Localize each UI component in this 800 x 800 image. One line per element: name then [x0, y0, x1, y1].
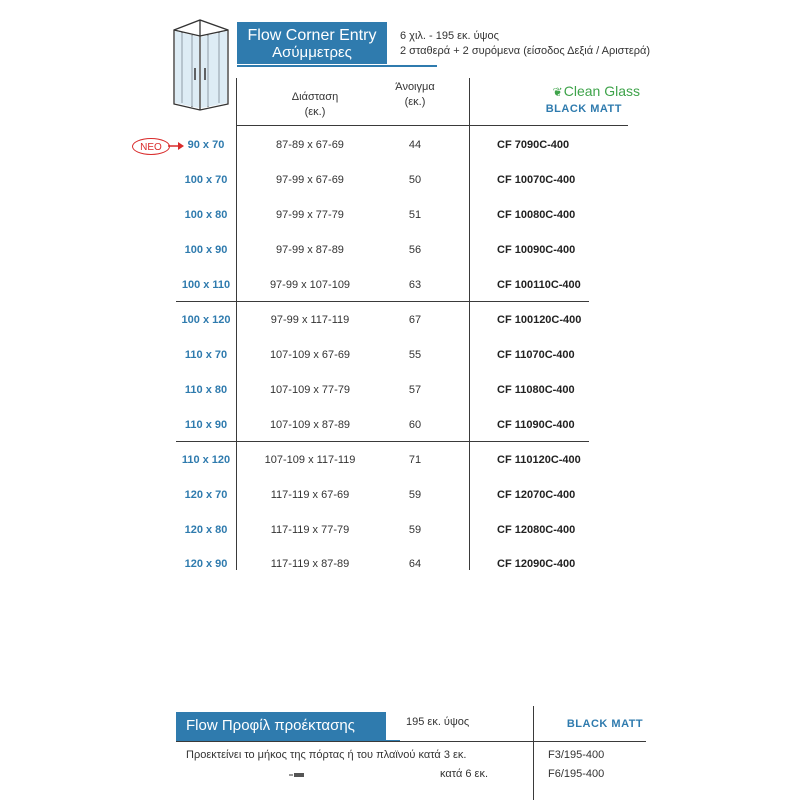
table-row: [0, 485, 800, 505]
row-dimension: 97-99 x 107-109: [269, 279, 351, 291]
finish-label: BLACK MATT: [545, 103, 622, 115]
profile-bar-icon: [289, 772, 305, 778]
profile-code-f3: F3/195-400: [548, 749, 605, 761]
column-header-dimension-label: Διάσταση: [291, 91, 339, 103]
row-code: CF 10080C-400: [497, 209, 576, 221]
table-row: [0, 415, 800, 435]
table-row: [0, 135, 800, 155]
row-dimension: 97-99 x 117-119: [270, 314, 350, 326]
new-badge: ΝΕΟ: [132, 138, 170, 155]
clean-glass-text: Clean Glass: [563, 83, 640, 99]
table-row: [0, 170, 800, 190]
row-code: CF 12090C-400: [497, 558, 576, 570]
row-dimension: 97-99 x 77-79: [276, 209, 344, 221]
row-opening: 50: [408, 174, 422, 186]
profile-title: Flow Προφίλ προέκτασης: [176, 712, 386, 740]
table-row: [0, 554, 800, 574]
column-header-opening: [380, 80, 450, 110]
row-size: 100 x 90: [184, 244, 228, 256]
profile-description-3cm: Προεκτείνει το μήκος της πόρτας ή του πλαϊνού κατά 3 εκ.: [186, 749, 467, 761]
table-header-rule: [236, 125, 628, 126]
row-code: CF 11070C-400: [497, 349, 575, 361]
row-code: CF 11090C-400: [497, 419, 575, 431]
spec-line-thickness-height: 6 χιλ. - 195 εκ. ύψος: [400, 30, 499, 42]
row-opening: 59: [408, 524, 422, 536]
row-opening: 59: [408, 489, 422, 501]
table-row: [0, 240, 800, 260]
row-size: 100 x 120: [181, 314, 231, 326]
row-size: 90 x 70: [187, 139, 225, 151]
row-opening: 55: [408, 349, 422, 361]
table-row: [0, 310, 800, 330]
row-dimension: 97-99 x 67-69: [276, 174, 344, 186]
row-size: 120 x 70: [184, 489, 228, 501]
table-row: [0, 275, 800, 295]
row-code: CF 7090C-400: [497, 139, 570, 151]
table-row: [0, 345, 800, 365]
row-size: 100 x 70: [184, 174, 228, 186]
row-code: CF 100120C-400: [497, 314, 582, 326]
row-dimension: 117-119 x 77-79: [270, 524, 350, 536]
row-opening: 56: [408, 244, 422, 256]
row-code: CF 11080C-400: [497, 384, 575, 396]
row-size: 110 x 90: [184, 419, 228, 431]
row-dimension: 117-119 x 67-69: [270, 489, 350, 501]
title-underline: [237, 65, 437, 67]
row-size: 110 x 70: [184, 349, 228, 361]
row-dimension: 97-99 x 87-89: [276, 244, 344, 256]
profile-rule: [176, 741, 646, 742]
table-group-rule-1: [176, 301, 589, 302]
row-opening: 64: [408, 558, 422, 570]
row-opening: 44: [408, 139, 422, 151]
clean-glass-logo: [540, 83, 640, 100]
profile-code-f6: F6/195-400: [548, 768, 605, 780]
row-size: 120 x 90: [184, 558, 228, 570]
row-size: 100 x 110: [181, 279, 231, 291]
row-dimension: 107-109 x 77-79: [269, 384, 351, 396]
row-opening: 51: [408, 209, 422, 221]
profile-description-6cm: κατά 6 εκ.: [440, 768, 488, 780]
row-size: 100 x 80: [184, 209, 228, 221]
table-group-rule-2: [176, 441, 589, 442]
row-dimension: 87-89 x 67-69: [276, 139, 344, 151]
row-opening: 71: [408, 454, 422, 466]
column-header-dimension-unit: (εκ.): [304, 106, 326, 118]
column-header-opening-label: Άνοιγμα: [395, 81, 435, 93]
row-code: CF 10090C-400: [497, 244, 576, 256]
table-row: [0, 380, 800, 400]
row-opening: 60: [408, 419, 422, 431]
profile-divider: [533, 706, 534, 800]
row-opening: 67: [408, 314, 422, 326]
table-row: [0, 205, 800, 225]
table-row: [0, 450, 800, 470]
corner-shower-cabin-icon: [170, 18, 232, 112]
row-code: CF 100110C-400: [497, 279, 581, 291]
row-dimension: 107-109 x 87-89: [269, 419, 351, 431]
product-title-line2: Ασύμμετρες: [272, 44, 352, 61]
column-header-opening-unit: (εκ.): [404, 96, 426, 108]
row-dimension: 107-109 x 117-119: [264, 454, 356, 466]
profile-height: 195 εκ. ύψος: [406, 716, 470, 728]
row-size: 110 x 80: [184, 384, 228, 396]
spec-line-configuration: 2 σταθερά + 2 συρόμενα (είσοδος Δεξιά / Αριστερά): [400, 45, 651, 57]
leaf-icon: ❦: [552, 85, 563, 99]
row-dimension: 107-109 x 67-69: [269, 349, 351, 361]
row-dimension: 117-119 x 87-89: [270, 558, 350, 570]
product-title: [237, 22, 387, 64]
row-code: CF 12080C-400: [497, 524, 576, 536]
row-code: CF 110120C-400: [497, 454, 581, 466]
row-size: 120 x 80: [184, 524, 228, 536]
row-code: CF 10070C-400: [497, 174, 576, 186]
row-size: 110 x 120: [181, 454, 231, 466]
column-header-dimension: [270, 90, 360, 120]
table-row: [0, 520, 800, 540]
product-title-line1: Flow Corner Entry: [247, 27, 377, 44]
row-code: CF 12070C-400: [497, 489, 576, 501]
row-opening: 57: [408, 384, 422, 396]
profile-finish-label: BLACK MATT: [566, 718, 644, 730]
row-opening: 63: [408, 279, 422, 291]
